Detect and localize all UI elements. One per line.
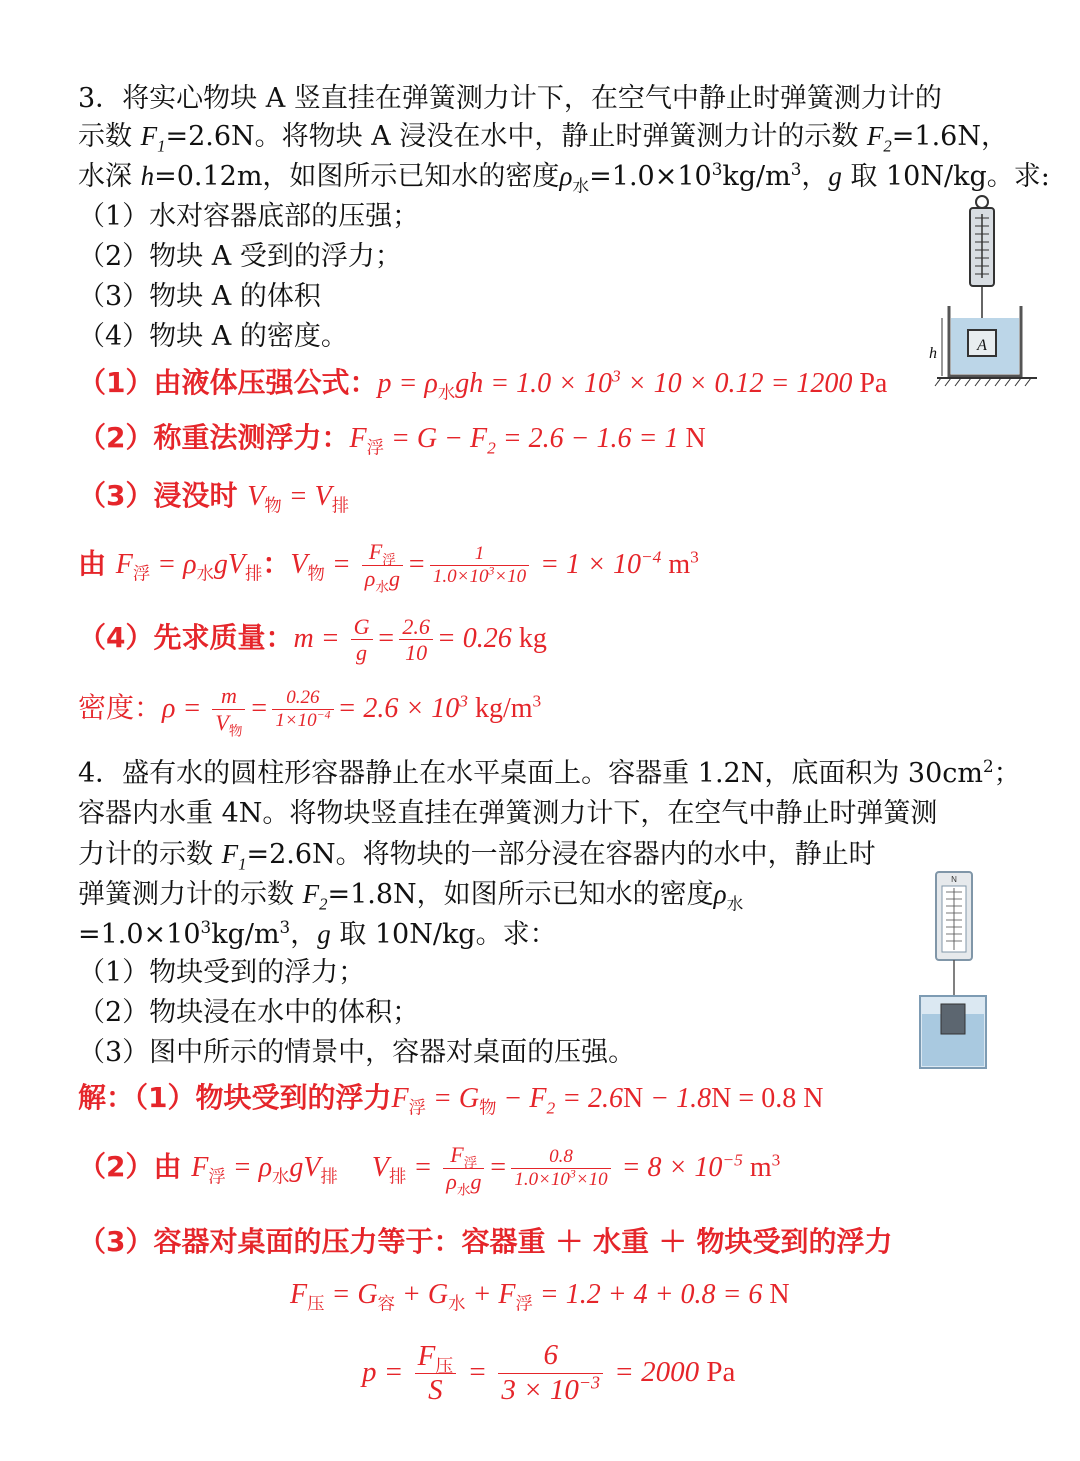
a3-step3: （3）浸没时 $V_物 = V_排$ (78, 479, 350, 516)
a4-step3-force: $F_压 = G_容 + G_水 + F_浮 = 1.2 + 4 + 0.8 = 6$ N (290, 1279, 790, 1314)
q3-figure-block-label: A (977, 337, 987, 354)
q4-line5: $=1.0\times 10^3kg/m^3$，g 取 10N/kg。求： (78, 917, 557, 950)
q4-line4: 弹簧测力计的示数 $F_2=1.8N$，如图所示已知水的密度$\rho_水$ (78, 879, 744, 914)
q4-line2: 容器内水重 4N。将物块竖直挂在弹簧测力计下，在空气中静止时弹簧测 (78, 798, 938, 829)
q4-line1: 4．盛有水的圆柱形容器静止在水平桌面上。容器重 1.2N，底面积为 $30cm^2$； (78, 756, 1021, 789)
q3-line1: 3．将实心物块 A 竖直挂在弹簧测力计下，在空气中静止时弹簧测力计的 (78, 83, 942, 114)
a4-step3: （3）容器对桌面的压力等于：容器重 ＋ 水重 ＋ 物块受到的浮力 (78, 1225, 893, 1258)
q4-figure (912, 868, 992, 1073)
q4-line3: 力计的示数 $F_1=2.6N$。将物块的一部分浸在容器内的水中，静止时 (78, 839, 876, 874)
a3-step4: （4）先求质量：m = $\frac{G}{g}$ = $\frac{2.6}{10}$ = 0.26 kg (78, 613, 547, 665)
a3-step2: （2）称重法测浮力：$F_浮 = G - F_2 = 2.6 - 1.6 = 1$ N (78, 421, 706, 458)
a3-frac-density-numeric: $\frac{0.26}{1\times 10^{-4}}$ (272, 687, 333, 732)
a3-frac-volume-numeric: $\frac{1}{1.0\times 10^3\times 10}$ (430, 543, 529, 588)
q4-figure-n-label: N (951, 875, 957, 884)
a3-frac-density-symbolic: $\frac{m}{V_物}$ (212, 683, 245, 736)
a3-frac-mass-numeric: $\frac{2.6}{10}$ (399, 614, 433, 666)
a3-step3-formula: 由 $F_浮 = \rho_水gV_排$：$V_物$ = $\frac{F_浮}{\rho_水g}$ = $\frac{1}{1.0\times 10^3\times 10}$ = $1 \times 10^{-4}$ $m^3$ (78, 538, 699, 595)
q3-item-4: （4）物块 A 的密度。 (78, 321, 348, 352)
a4-frac-volume-symbolic: $\frac{F_浮}{\rho_水g}$ (443, 1142, 484, 1196)
a3-frac-volume-symbolic: $\frac{F_浮}{\rho_水g}$ (362, 539, 403, 593)
a3-frac-mass-symbolic: $\frac{G}{g}$ (351, 614, 373, 666)
a4-frac-volume-numeric: $\frac{0.8}{1.0\times 10^3\times 10}$ (511, 1146, 610, 1191)
q4-item-1: （1）物块受到的浮力； (78, 957, 366, 988)
q4-item-3: （3）图中所示的情景中，容器对桌面的压强。 (78, 1037, 636, 1068)
a3-step1: （1）由液体压强公式：$p = \rho_水gh = 1.0 \times 10^3 \times 10 \times 0.12 = 1200$ Pa (78, 366, 888, 403)
a4-step1: 解：（1）物块受到的浮力$F_浮 = G_物 - F_2 = 2.6N - 1.8N = 0.8$ N (78, 1081, 824, 1118)
q3-item-1: （1）水对容器底部的压强； (78, 201, 420, 232)
a3-step5: 密度：ρ = $\frac{m}{V_物}$ = $\frac{0.26}{1\times 10^{-4}}$ = $2.6 \times 10^3$ $kg/m^3$ (78, 683, 542, 738)
a4-frac-pressure-numeric: $\frac{6}{3 \times 10^{-3}}$ (498, 1339, 603, 1407)
q3-line3: 水深 h=0.12m，如图所示已知水的密度$\rho_水=1.0\times 10^3kg/m^3$，g 取 10N/kg。求: (78, 159, 1050, 196)
q3-figure-h-label: h (929, 345, 937, 362)
a4-step3-pressure: p = $\frac{F_压}{S}$ = $\frac{6}{3 \times 10^{-3}}$ = 2000 Pa (362, 1339, 736, 1406)
q3-line2: 示数 $F_1=2.6N$。将物块 A 浸没在水中，静止时弹簧测力计的示数 $F_2=1.6N$， (78, 121, 1008, 156)
a4-frac-pressure-symbolic: $\frac{F_压}{S}$ (415, 1339, 457, 1408)
q3-item-2: （2）物块 A 受到的浮力； (78, 241, 402, 272)
a4-step2: （2）由 $F_浮 = \rho_水gV_排$ $V_排$ = $\frac{F_浮}{\rho_水g}$ = $\frac{0.8}{1.0\times 10^3\times 10}$ = $8 \times 10^{-5}$ $m^3$ (78, 1141, 781, 1198)
q3-figure (925, 194, 1040, 404)
q4-item-2: （2）物块浸在水中的体积； (78, 997, 420, 1028)
q3-item-3: （3）物块 A 的体积 (78, 281, 321, 312)
